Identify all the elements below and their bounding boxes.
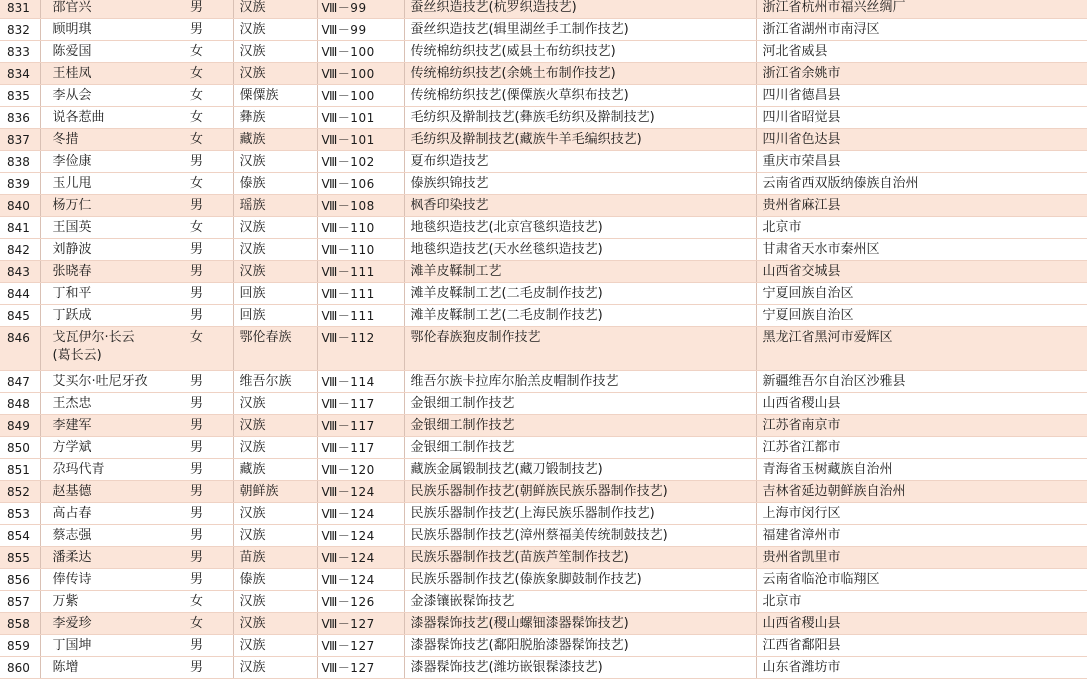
inheritor-name-cell: 艾买尔·吐尼牙孜 (40, 371, 190, 393)
project-name-cell: 毛纺织及擀制技艺(彝族毛纺织及擀制技艺) (404, 107, 756, 129)
project-code-cell: Ⅷ－114 (317, 371, 404, 393)
project-code-cell: Ⅷ－100 (317, 41, 404, 63)
inheritor-name-cell: 高占春 (40, 503, 190, 525)
project-code-cell: Ⅷ－120 (317, 459, 404, 481)
ethnicity-cell: 汉族 (233, 657, 317, 679)
gender-cell: 男 (190, 481, 233, 503)
project-code-cell: Ⅷ－112 (317, 327, 404, 371)
project-name-cell: 维吾尔族卡拉库尔胎羔皮帽制作技艺 (404, 371, 756, 393)
project-code-cell: Ⅷ－124 (317, 525, 404, 547)
gender-cell: 男 (190, 19, 233, 41)
table-row (0, 239, 1087, 261)
project-name-cell: 鄂伦春族狍皮制作技艺 (404, 327, 756, 371)
inheritor-name-cell: 王桂凤 (40, 63, 190, 85)
inheritor-name-cell: 李从会 (40, 85, 190, 107)
table-row (0, 63, 1087, 85)
ethnicity-cell: 汉族 (233, 0, 317, 19)
declaring-region-cell: 重庆市荣昌县 (756, 151, 1087, 173)
project-name-cell: 漆器髹饰技艺(鄱阳脱胎漆器髹饰技艺) (404, 635, 756, 657)
table-row (0, 481, 1087, 503)
table-row (0, 547, 1087, 569)
ethnicity-cell: 汉族 (233, 217, 317, 239)
ethnicity-cell: 傈僳族 (233, 85, 317, 107)
ethnicity-cell: 汉族 (233, 415, 317, 437)
declaring-region-cell: 甘肃省天水市秦州区 (756, 239, 1087, 261)
row-number-cell: 844 (0, 283, 40, 305)
table-row (0, 305, 1087, 327)
inheritor-name-cell: 丁和平 (40, 283, 190, 305)
ethnicity-cell: 汉族 (233, 393, 317, 415)
inheritor-name-cell: 陈增 (40, 657, 190, 679)
declaring-region-cell: 贵州省凯里市 (756, 547, 1087, 569)
project-name-cell: 蚕丝织造技艺(辑里湖丝手工制作技艺) (404, 19, 756, 41)
inheritor-name-cell: 尕玛代青 (40, 459, 190, 481)
gender-cell: 女 (190, 173, 233, 195)
project-code-cell: Ⅷ－111 (317, 305, 404, 327)
declaring-region-cell: 宁夏回族自治区 (756, 305, 1087, 327)
inheritor-name-cell (40, 327, 190, 371)
table-row (0, 591, 1087, 613)
project-code-cell: Ⅷ－126 (317, 591, 404, 613)
declaring-region-cell: 四川省色达县 (756, 129, 1087, 151)
table-row (0, 393, 1087, 415)
ethnicity-cell: 汉族 (233, 591, 317, 613)
project-name-cell: 民族乐器制作技艺(傣族象脚鼓制作技艺) (404, 569, 756, 591)
project-code-cell: Ⅷ－127 (317, 613, 404, 635)
declaring-region-cell: 浙江省湖州市南浔区 (756, 19, 1087, 41)
project-name-cell: 地毯织造技艺(北京宫毯织造技艺) (404, 217, 756, 239)
row-number-cell: 846 (0, 327, 40, 371)
inheritor-name-cell: 陈爱国 (40, 41, 190, 63)
table-row (0, 327, 1087, 371)
declaring-region-cell: 北京市 (756, 217, 1087, 239)
project-code-cell: Ⅷ－100 (317, 63, 404, 85)
table-row (0, 151, 1087, 173)
inheritor-name-cell: 潘柔达 (40, 547, 190, 569)
table-row (0, 635, 1087, 657)
table-row (0, 415, 1087, 437)
project-name-cell: 傣族织锦技艺 (404, 173, 756, 195)
gender-cell: 女 (190, 217, 233, 239)
row-number-cell: 858 (0, 613, 40, 635)
project-code-cell: Ⅷ－124 (317, 569, 404, 591)
declaring-region-cell: 河北省威县 (756, 41, 1087, 63)
project-code-cell: Ⅷ－101 (317, 107, 404, 129)
ethnicity-cell: 汉族 (233, 437, 317, 459)
inheritor-name-cell: 丁跃成 (40, 305, 190, 327)
table-row (0, 503, 1087, 525)
inheritor-name-cell: 蔡志强 (40, 525, 190, 547)
project-name-cell: 毛纺织及擀制技艺(藏族牛羊毛编织技艺) (404, 129, 756, 151)
gender-cell: 男 (190, 151, 233, 173)
inheritor-name-cell: 李俭康 (40, 151, 190, 173)
table-row (0, 0, 1087, 19)
ethnicity-cell: 瑶族 (233, 195, 317, 217)
gender-cell: 男 (190, 305, 233, 327)
gender-cell: 男 (190, 393, 233, 415)
project-code-cell: Ⅷ－102 (317, 151, 404, 173)
gender-cell: 女 (190, 613, 233, 635)
gender-cell: 男 (190, 547, 233, 569)
gender-cell: 男 (190, 371, 233, 393)
gender-cell: 男 (190, 503, 233, 525)
ethnicity-cell: 藏族 (233, 459, 317, 481)
gender-cell: 女 (190, 85, 233, 107)
inheritor-name-cell: 丁国坤 (40, 635, 190, 657)
gender-cell: 女 (190, 63, 233, 85)
table-row (0, 195, 1087, 217)
table-row (0, 19, 1087, 41)
project-name-cell: 滩羊皮鞣制工艺 (404, 261, 756, 283)
inheritor-name-cell: 王杰忠 (40, 393, 190, 415)
inheritor-name-cell: 邵官兴 (40, 0, 190, 19)
row-number-cell: 833 (0, 41, 40, 63)
row-number-cell: 848 (0, 393, 40, 415)
project-code-cell: Ⅷ－127 (317, 635, 404, 657)
gender-cell: 男 (190, 437, 233, 459)
ethnicity-cell: 傣族 (233, 173, 317, 195)
declaring-region-cell: 山西省交城县 (756, 261, 1087, 283)
inheritor-name-cell: 万紫 (40, 591, 190, 613)
gender-cell: 男 (190, 0, 233, 19)
gender-cell: 男 (190, 459, 233, 481)
declaring-region-cell: 浙江省杭州市福兴丝绸厂 (756, 0, 1087, 19)
project-code-cell: Ⅷ－124 (317, 481, 404, 503)
inheritor-alt-name: (葛长云) (52, 348, 102, 363)
declaring-region-cell: 浙江省余姚市 (756, 63, 1087, 85)
project-code-cell: Ⅷ－111 (317, 283, 404, 305)
gender-cell: 男 (190, 283, 233, 305)
project-code-cell: Ⅷ－99 (317, 19, 404, 41)
declaring-region-cell: 宁夏回族自治区 (756, 283, 1087, 305)
project-name-cell: 漆器髹饰技艺(潍坊嵌银髹漆技艺) (404, 657, 756, 679)
declaring-region-cell: 青海省玉树藏族自治州 (756, 459, 1087, 481)
inheritor-name-cell: 顾明琪 (40, 19, 190, 41)
gender-cell: 男 (190, 195, 233, 217)
gender-cell: 女 (190, 591, 233, 613)
declaring-region-cell: 黑龙江省黑河市爱辉区 (756, 327, 1087, 371)
ethnicity-cell: 汉族 (233, 503, 317, 525)
row-number-cell: 838 (0, 151, 40, 173)
ethnicity-cell: 傣族 (233, 569, 317, 591)
table-row (0, 525, 1087, 547)
inheritor-name-cell: 俸传诗 (40, 569, 190, 591)
table-row (0, 261, 1087, 283)
row-number-cell: 856 (0, 569, 40, 591)
project-name-cell: 滩羊皮鞣制工艺(二毛皮制作技艺) (404, 283, 756, 305)
inheritor-name-cell: 玉儿甩 (40, 173, 190, 195)
project-code-cell: Ⅷ－117 (317, 415, 404, 437)
table-row (0, 85, 1087, 107)
inheritor-name: 戈瓦伊尔·长云 (52, 330, 135, 345)
inheritor-name-cell: 张晓春 (40, 261, 190, 283)
ethnicity-cell: 朝鲜族 (233, 481, 317, 503)
declaring-region-cell: 福建省漳州市 (756, 525, 1087, 547)
declaring-region-cell: 山西省稷山县 (756, 393, 1087, 415)
inheritor-name-cell: 冬措 (40, 129, 190, 151)
table-row (0, 173, 1087, 195)
project-code-cell: Ⅷ－99 (317, 0, 404, 19)
row-number-cell: 860 (0, 657, 40, 679)
gender-cell: 女 (190, 129, 233, 151)
inheritor-name-cell: 李爱珍 (40, 613, 190, 635)
ethnicity-cell: 汉族 (233, 635, 317, 657)
gender-cell: 男 (190, 657, 233, 679)
gender-cell: 女 (190, 327, 233, 371)
declaring-region-cell: 江苏省江都市 (756, 437, 1087, 459)
project-code-cell: Ⅷ－124 (317, 503, 404, 525)
row-number-cell: 839 (0, 173, 40, 195)
row-number-cell: 831 (0, 0, 40, 19)
project-code-cell: Ⅷ－108 (317, 195, 404, 217)
ethnicity-cell: 汉族 (233, 41, 317, 63)
project-code-cell: Ⅷ－101 (317, 129, 404, 151)
gender-cell: 男 (190, 569, 233, 591)
inheritor-name-cell: 杨万仁 (40, 195, 190, 217)
table-row (0, 459, 1087, 481)
project-name-cell: 民族乐器制作技艺(苗族芦笙制作技艺) (404, 547, 756, 569)
row-number-cell: 851 (0, 459, 40, 481)
gender-cell: 男 (190, 239, 233, 261)
project-code-cell: Ⅷ－110 (317, 239, 404, 261)
ethnicity-cell: 汉族 (233, 151, 317, 173)
gender-cell: 女 (190, 107, 233, 129)
row-number-cell: 847 (0, 371, 40, 393)
project-code-cell: Ⅷ－124 (317, 547, 404, 569)
project-name-cell: 蚕丝织造技艺(杭罗织造技艺) (404, 0, 756, 19)
gender-cell: 男 (190, 635, 233, 657)
row-number-cell: 845 (0, 305, 40, 327)
row-number-cell: 854 (0, 525, 40, 547)
inheritor-name-cell: 刘静波 (40, 239, 190, 261)
ethnicity-cell: 回族 (233, 305, 317, 327)
declaring-region-cell: 四川省昭觉县 (756, 107, 1087, 129)
ethnicity-cell: 彝族 (233, 107, 317, 129)
declaring-region-cell: 北京市 (756, 591, 1087, 613)
declaring-region-cell: 新疆维吾尔自治区沙雅县 (756, 371, 1087, 393)
table-row (0, 657, 1087, 679)
row-number-cell: 840 (0, 195, 40, 217)
project-name-cell: 金银细工制作技艺 (404, 393, 756, 415)
project-name-cell: 民族乐器制作技艺(上海民族乐器制作技艺) (404, 503, 756, 525)
declaring-region-cell: 四川省德昌县 (756, 85, 1087, 107)
project-name-cell: 金漆镶嵌髹饰技艺 (404, 591, 756, 613)
table-row (0, 371, 1087, 393)
declaring-region-cell: 吉林省延边朝鲜族自治州 (756, 481, 1087, 503)
row-number-cell: 859 (0, 635, 40, 657)
ethnicity-cell: 汉族 (233, 19, 317, 41)
inheritor-name-cell: 王国英 (40, 217, 190, 239)
ethnicity-cell: 藏族 (233, 129, 317, 151)
project-name-cell: 民族乐器制作技艺(朝鲜族民族乐器制作技艺) (404, 481, 756, 503)
project-code-cell: Ⅷ－111 (317, 261, 404, 283)
declaring-region-cell: 云南省西双版纳傣族自治州 (756, 173, 1087, 195)
gender-cell: 男 (190, 525, 233, 547)
ethnicity-cell: 回族 (233, 283, 317, 305)
row-number-cell: 853 (0, 503, 40, 525)
table-row (0, 437, 1087, 459)
inheritor-name-cell: 方学斌 (40, 437, 190, 459)
row-number-cell: 855 (0, 547, 40, 569)
declaring-region-cell: 江西省鄱阳县 (756, 635, 1087, 657)
project-name-cell: 夏布织造技艺 (404, 151, 756, 173)
declaring-region-cell: 山东省潍坊市 (756, 657, 1087, 679)
table-row (0, 569, 1087, 591)
project-name-cell: 滩羊皮鞣制工艺(二毛皮制作技艺) (404, 305, 756, 327)
declaring-region-cell: 贵州省麻江县 (756, 195, 1087, 217)
table-row (0, 107, 1087, 129)
row-number-cell: 849 (0, 415, 40, 437)
project-name-cell: 传统棉纺织技艺(威县土布纺织技艺) (404, 41, 756, 63)
row-number-cell: 842 (0, 239, 40, 261)
project-name-cell: 枫香印染技艺 (404, 195, 756, 217)
row-number-cell: 835 (0, 85, 40, 107)
project-code-cell: Ⅷ－117 (317, 393, 404, 415)
row-number-cell: 832 (0, 19, 40, 41)
gender-cell: 男 (190, 261, 233, 283)
declaring-region-cell: 上海市闵行区 (756, 503, 1087, 525)
project-name-cell: 金银细工制作技艺 (404, 415, 756, 437)
gender-cell: 女 (190, 41, 233, 63)
project-name-cell: 传统棉纺织技艺(傈僳族火草织布技艺) (404, 85, 756, 107)
ethnicity-cell: 汉族 (233, 613, 317, 635)
row-number-cell: 852 (0, 481, 40, 503)
row-number-cell: 857 (0, 591, 40, 613)
ethnicity-cell: 汉族 (233, 525, 317, 547)
declaring-region-cell: 山西省稷山县 (756, 613, 1087, 635)
project-code-cell: Ⅷ－106 (317, 173, 404, 195)
project-name-cell: 地毯织造技艺(天水丝毯织造技艺) (404, 239, 756, 261)
inheritor-name-cell: 说各惹曲 (40, 107, 190, 129)
project-name-cell: 藏族金属锻制技艺(藏刀锻制技艺) (404, 459, 756, 481)
table-row (0, 217, 1087, 239)
row-number-cell: 837 (0, 129, 40, 151)
ethnicity-cell: 维吾尔族 (233, 371, 317, 393)
table-row (0, 283, 1087, 305)
project-name-cell: 漆器髹饰技艺(稷山螺钿漆器髹饰技艺) (404, 613, 756, 635)
ethnicity-cell: 鄂伦春族 (233, 327, 317, 371)
gender-cell: 男 (190, 415, 233, 437)
table-row (0, 613, 1087, 635)
ethnicity-cell: 汉族 (233, 63, 317, 85)
ethnicity-cell: 汉族 (233, 261, 317, 283)
ethnicity-cell: 苗族 (233, 547, 317, 569)
project-code-cell: Ⅷ－117 (317, 437, 404, 459)
row-number-cell: 834 (0, 63, 40, 85)
project-code-cell: Ⅷ－100 (317, 85, 404, 107)
row-number-cell: 850 (0, 437, 40, 459)
row-number-cell: 841 (0, 217, 40, 239)
inheritor-name-cell: 李建军 (40, 415, 190, 437)
row-number-cell: 843 (0, 261, 40, 283)
project-name-cell: 传统棉纺织技艺(余姚土布制作技艺) (404, 63, 756, 85)
declaring-region-cell: 云南省临沧市临翔区 (756, 569, 1087, 591)
inheritor-name-cell: 赵基德 (40, 481, 190, 503)
project-code-cell: Ⅷ－127 (317, 657, 404, 679)
table-row (0, 41, 1087, 63)
project-name-cell: 金银细工制作技艺 (404, 437, 756, 459)
table-row (0, 129, 1087, 151)
declaring-region-cell: 江苏省南京市 (756, 415, 1087, 437)
project-code-cell: Ⅷ－110 (317, 217, 404, 239)
project-name-cell: 民族乐器制作技艺(漳州蔡福美传统制鼓技艺) (404, 525, 756, 547)
ethnicity-cell: 汉族 (233, 239, 317, 261)
row-number-cell: 836 (0, 107, 40, 129)
